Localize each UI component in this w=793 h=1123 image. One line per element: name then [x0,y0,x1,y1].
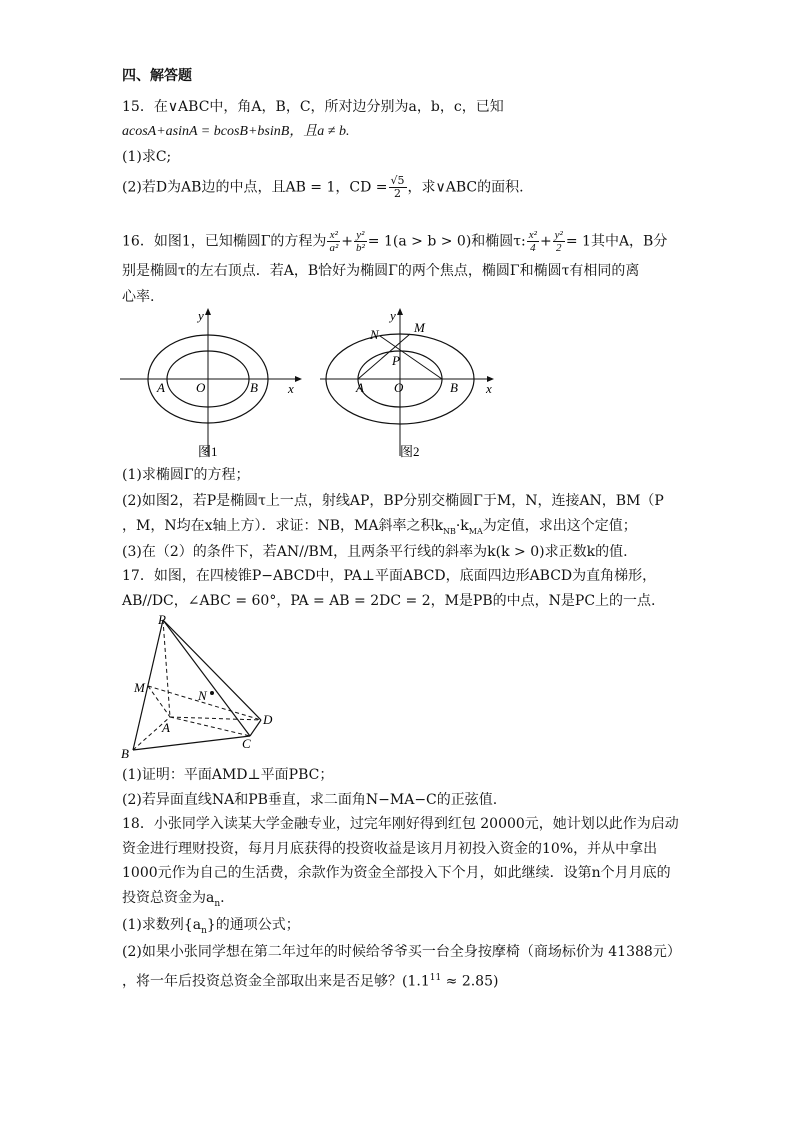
q16-stem-3: 心率. [122,289,155,305]
fig2-caption: 图2 [400,444,420,459]
q16-part-2-a: (2)如图2，若P是椭圆τ上一点，射线AP，BP分别交椭圆Γ于M，N，连接AN，BM（P [122,493,664,509]
q15-part-1: (1)求C; [122,149,172,165]
fig2-b-label: B [450,380,458,395]
fig3-c-label: C [242,736,251,751]
fig2-x-label: x [486,381,492,396]
fig3-b-label: B [121,746,129,760]
q18-line-3: 1000元作为自己的生活费，余款作为资金全部投入下个月，如此继续．设第n个月月底的 [122,865,671,881]
q15-stem-2: acosA+asinA = bcosB+bsinB，且a ≠ b. [122,124,350,139]
q18-line-1: 18．小张同学入读某大学金融专业，过完年刚好得到红包 20000元，她计划以此作为启动 [122,816,679,832]
fig1-b-label: B [250,380,258,395]
q18-part-2-a: (2)如果小张同学想在第二年过年的时候给爷爷买一台全身按摩椅（商场标价为 41388元） [122,944,681,960]
fig3-p-label: P [158,612,166,627]
q16-part-3: (3)在（2）的条件下，若AN//BM，且两条平行线的斜率为k(k > 0)求正数k的值. [122,544,628,560]
fig2-a-label: A [356,380,364,395]
fig2-p-label: P [392,353,400,368]
q17-part-1: (1)证明：平面AMD⊥平面PBC； [122,767,334,783]
fig1-x-label: x [288,381,294,396]
q17-part-2: (2)若异面直线NA和PB垂直，求二面角N−MA−C的正弦值. [122,792,498,808]
q15-part-2: (2)若D为AB边的中点，且AB = 1，CD = $\frac{√5}{2}$ ，求∨ABC的面积. [122,174,524,200]
q17-stem-1: 17．如图，在四棱锥P−ABCD中，PA⊥平面ABCD，底面四边形ABCD为直角梯形， [122,568,657,584]
fig1-a-label: A [157,380,165,395]
q18-line-4: 投资总资金为$a_n$. [122,890,225,909]
fig3-a-label: A [162,720,170,735]
fig1-caption: 图1 [198,444,218,459]
fig1-o-label: O [196,380,206,395]
ellipse-figure-2 [318,306,508,462]
ellipse-figure-1 [118,306,308,462]
q16-stem-2: 别是椭圆τ的左右顶点．若A，B恰好为椭圆Γ的两个焦点，椭圆Γ和椭圆τ有相同的离 [122,263,640,279]
q16-part-1: (1)求椭圆Γ的方程； [122,467,250,483]
fig2-o-label: O [394,380,404,395]
q18-part-1: (1)求数列$\{a_n\}$的通项公式； [122,917,300,936]
q18-part-2-b: ，将一年后投资总资金全部取出来是否足够？$(1.1^{11} \approx 2.85)$ [122,973,499,990]
fig1-y-label: y [198,308,204,323]
fig2-n-label: N [370,327,379,342]
pyramid-figure [118,612,283,760]
q16-stem-1: 16．如图1，已知椭圆Γ的方程为 $\frac{\text{x²}}{\text{a²}}$ + $\frac{\text{y²}}{\text{b²}}$ = 1(a > b > 0)和椭圆τ: $\frac{\text{x²}}{4}$ + $\frac{\text{y²}}{2}$ = 1其中A，B分 [122,229,668,254]
q16-part-2-b: ，M，N均在x轴上方）．求证：NB，MA斜率之积$k_{NB}\cdot k_{MA}$为定值，求出这个定值； [122,518,637,536]
fig3-m-label: M [134,680,145,695]
fig3-n-label: N [198,688,207,703]
q15-stem-1: 15．在∨ABC中，角A，B，C，所对边分别为a，b，c，已知 [122,99,504,115]
q17-stem-2: AB//DC，∠ABC = 60°，PA = AB = 2DC = 2，M是PB的中点，N是PC上的一点. [122,593,656,609]
fig2-m-label: M [414,320,425,335]
section-title: 四、解答题 [122,68,192,84]
fig3-d-label: D [263,712,273,727]
q18-line-2: 资金进行理财投资，每月月底获得的投资收益是该月月初投入资金的10%，并从中拿出 [122,841,658,857]
fig2-y-label: y [390,308,396,323]
